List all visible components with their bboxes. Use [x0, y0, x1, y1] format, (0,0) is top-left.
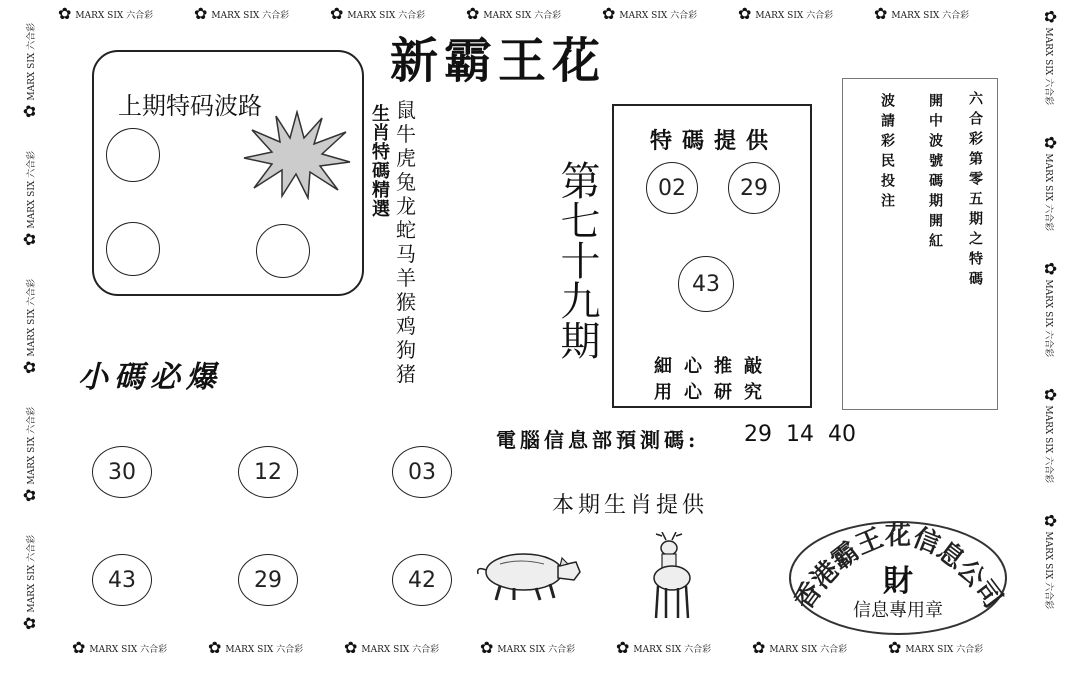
border-label: MARX SIX 六合彩 [347, 10, 426, 21]
zodiac-offer-label: 本期生肖提供 [552, 493, 709, 518]
flower-icon: ✿ [20, 104, 39, 118]
border-item [480, 640, 575, 656]
flower-icon: ✿ [330, 4, 344, 23]
starburst-icon [242, 110, 352, 200]
period-label: 第七十九期 [554, 160, 600, 360]
flower-icon: ✿ [738, 4, 752, 23]
border-item [752, 640, 847, 656]
zodiac-animal: 牛 [396, 122, 416, 146]
wave-circle-empty [256, 224, 310, 278]
border-item [22, 23, 38, 118]
zodiac-animal: 鸡 [396, 314, 416, 338]
flower-icon: ✿ [874, 4, 888, 23]
flower-icon: ✿ [208, 638, 222, 657]
border-label: MARX SIX 六合彩 [905, 644, 984, 655]
flower-icon: ✿ [72, 638, 86, 657]
zodiac-pick-heading: 生肖特碼精選 [369, 104, 390, 218]
border-label: MARX SIX 六合彩 [26, 22, 37, 101]
border-item [22, 535, 38, 630]
border-item [602, 6, 697, 22]
computer-prediction-numbers: 29 14 40 [744, 422, 856, 447]
flower-icon: ✿ [194, 4, 208, 23]
zodiac-animal: 蛇 [396, 218, 416, 242]
stamp-center-text: 財 [883, 564, 913, 599]
border-label: MARX SIX 六合彩 [75, 10, 154, 21]
flower-icon: ✿ [1041, 136, 1060, 150]
special-box-footer-2: 用心研究 [654, 382, 774, 403]
flower-icon: ✿ [1041, 262, 1060, 276]
border-label: MARX SIX 六合彩 [89, 644, 168, 655]
border-label: MARX SIX 六合彩 [26, 150, 37, 229]
border-item [72, 640, 167, 656]
flower-icon: ✿ [616, 638, 630, 657]
border-item [330, 6, 425, 22]
notice-col-1: 六合彩第零五期之特碼 [967, 91, 983, 291]
zodiac-animal: 猪 [396, 362, 416, 386]
notice-box [842, 78, 998, 410]
zodiac-animal: 龙 [396, 194, 416, 218]
border-item [208, 640, 303, 656]
border-label: MARX SIX 六合彩 [1043, 27, 1054, 106]
special-number: 43 [678, 256, 734, 312]
border-item [1042, 136, 1058, 231]
border-label: MARX SIX 六合彩 [1043, 279, 1054, 358]
zodiac-animal: 虎 [396, 146, 416, 170]
special-box-footer-1: 細心推敲 [654, 356, 774, 377]
border-label: MARX SIX 六合彩 [755, 10, 834, 21]
flower-icon: ✿ [480, 638, 494, 657]
deer-icon [642, 532, 704, 622]
border-label: MARX SIX 六合彩 [619, 10, 698, 21]
computer-prediction-label: 電腦信息部預測碼: [496, 428, 700, 452]
border-item [616, 640, 711, 656]
flower-icon: ✿ [20, 616, 39, 630]
pig-icon [470, 540, 586, 604]
border-label: MARX SIX 六合彩 [26, 534, 37, 613]
zodiac-animal: 猴 [396, 290, 416, 314]
wave-circle-empty [106, 128, 160, 182]
company-stamp [784, 508, 1012, 636]
border-item [22, 151, 38, 246]
border-item [888, 640, 983, 656]
small-number: 43 [92, 554, 152, 606]
special-box-heading: 特碼提供 [650, 128, 779, 154]
special-number-box [612, 104, 812, 408]
border-label: MARX SIX 六合彩 [361, 644, 440, 655]
small-number: 29 [238, 554, 298, 606]
flower-icon: ✿ [20, 488, 39, 502]
flower-icon: ✿ [58, 4, 72, 23]
flower-icon: ✿ [752, 638, 766, 657]
flower-icon: ✿ [344, 638, 358, 657]
border-item [194, 6, 289, 22]
zodiac-animal: 兔 [396, 170, 416, 194]
flower-icon: ✿ [20, 360, 39, 374]
zodiac-animal: 鼠 [396, 98, 416, 122]
flower-icon: ✿ [888, 638, 902, 657]
flower-icon: ✿ [1041, 514, 1060, 528]
border-label: MARX SIX 六合彩 [225, 644, 304, 655]
border-item [58, 6, 153, 22]
wave-circle-empty [106, 222, 160, 276]
border-label: MARX SIX 六合彩 [483, 10, 562, 21]
border-item [874, 6, 969, 22]
border-label: MARX SIX 六合彩 [497, 644, 576, 655]
notice-col-3: 波請彩民投注 [879, 93, 895, 213]
border-label: MARX SIX 六合彩 [1043, 153, 1054, 232]
special-number: 29 [728, 162, 780, 214]
special-number: 02 [646, 162, 698, 214]
border-item [1042, 10, 1058, 105]
border-item [738, 6, 833, 22]
border-label: MARX SIX 六合彩 [211, 10, 290, 21]
border-item [466, 6, 561, 22]
stamp-bottom-text: 信息專用章 [853, 600, 943, 621]
stamp-arc-text: 香港霸王花信息公司 [788, 520, 1008, 616]
border-item [344, 640, 439, 656]
border-item [1042, 262, 1058, 357]
border-label: MARX SIX 六合彩 [1043, 405, 1054, 484]
zodiac-animal: 马 [396, 242, 416, 266]
zodiac-animal: 羊 [396, 266, 416, 290]
small-number: 03 [392, 446, 452, 498]
border-label: MARX SIX 六合彩 [26, 406, 37, 485]
small-numbers-heading: 小碼必爆 [78, 360, 222, 395]
flower-icon: ✿ [602, 4, 616, 23]
border-label: MARX SIX 六合彩 [1043, 531, 1054, 610]
border-item [1042, 388, 1058, 483]
flower-icon: ✿ [20, 232, 39, 246]
flower-icon: ✿ [1041, 388, 1060, 402]
flower-icon: ✿ [466, 4, 480, 23]
page-title: 新霸王花 [390, 33, 607, 89]
zodiac-animal: 狗 [396, 338, 416, 362]
flower-icon: ✿ [1041, 10, 1060, 24]
border-label: MARX SIX 六合彩 [26, 278, 37, 357]
border-item [1042, 514, 1058, 609]
small-number: 12 [238, 446, 298, 498]
border-label: MARX SIX 六合彩 [633, 644, 712, 655]
notice-col-2: 開中波號碼期開紅 [927, 93, 943, 253]
zodiac-animal-list [396, 98, 426, 386]
wave-box-label: 上期特码波路 [118, 92, 262, 120]
wave-box [92, 50, 364, 296]
border-item [22, 279, 38, 374]
border-label: MARX SIX 六合彩 [891, 10, 970, 21]
small-number: 30 [92, 446, 152, 498]
border-label: MARX SIX 六合彩 [769, 644, 848, 655]
border-item [22, 407, 38, 502]
small-number: 42 [392, 554, 452, 606]
